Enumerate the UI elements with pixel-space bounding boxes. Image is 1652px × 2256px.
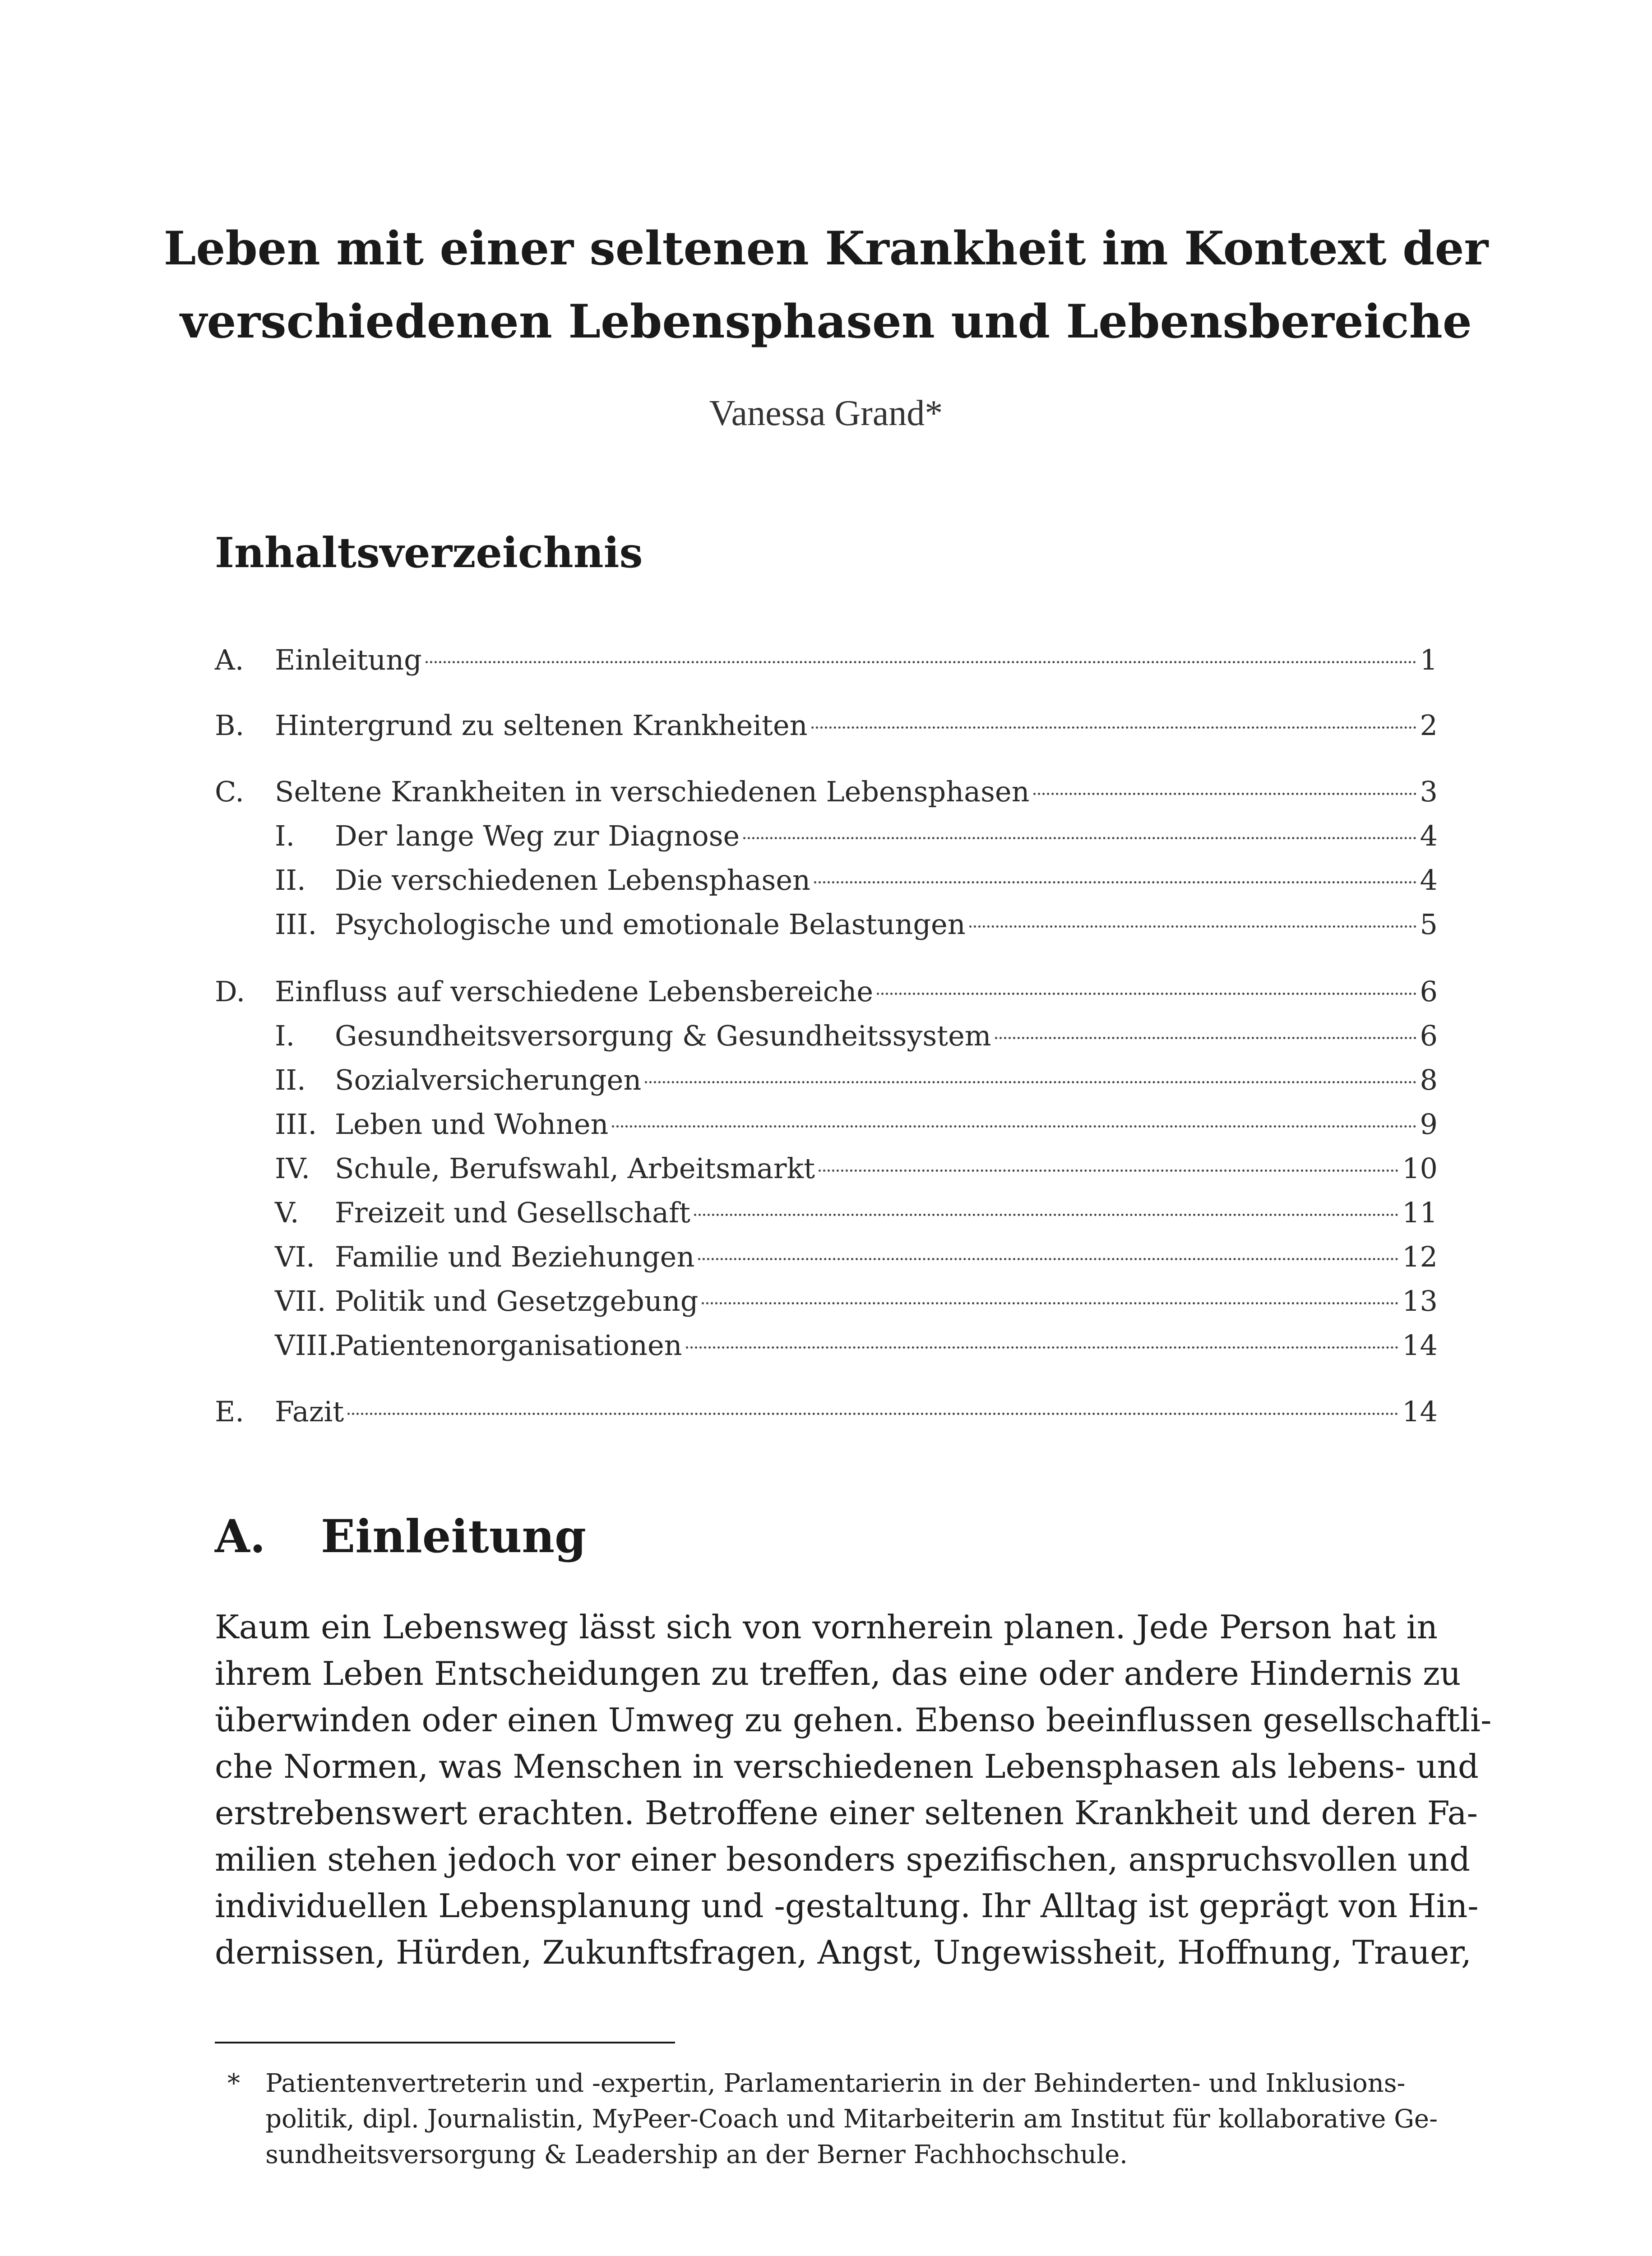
toc-entry-page: 6 [1420,975,1438,1008]
toc-leader-dots [1033,793,1416,795]
toc-subentry[interactable] [275,1325,1438,1366]
body-line: dernissen, Hürden, Zukunftsfragen, Angst, Ungewissheit, Hoffnung, Trauer, [215,1933,1472,1971]
toc-leader-dots [877,993,1416,995]
toc-subentry[interactable] [275,1060,1438,1100]
toc-entry-title: Psychologische und emotionale Belastungen [335,908,966,941]
toc-leader-dots [694,1214,1398,1216]
toc-leader-dots [686,1346,1399,1349]
toc-leader-dots [995,1037,1416,1039]
author-name: Vanessa Grand* [709,393,943,433]
toc-entry-title: Die verschiedenen Lebensphasen [335,864,810,897]
toc-subentry[interactable] [275,1281,1438,1322]
toc-entry-title: Patientenorganisationen [335,1329,682,1362]
toc-leader-dots [743,837,1416,839]
toc-leader-dots [426,661,1416,663]
toc-leader-dots [814,881,1416,883]
section-number: A. [215,1510,266,1563]
toc-subentry[interactable] [275,1148,1438,1189]
body-line: che Normen, was Menschen in verschiedenen Lebensphasen als lebens- und [215,1747,1479,1785]
toc-entry-number: IV. [275,1152,310,1185]
body-line: individuellen Lebensplanung und -gestaltung. Ihr Alltag ist geprägt von Hin- [215,1887,1479,1925]
toc-entry[interactable] [215,705,1438,746]
toc-entry-page: 8 [1420,1063,1438,1096]
toc-entry-number: VIII. [275,1329,337,1362]
body-line: ihrem Leben Entscheidungen zu treffen, das eine oder andere Hindernis zu [215,1655,1461,1692]
body-line: erstrebenswert erachten. Betroffene einer seltenen Krankheit und deren Fa- [215,1794,1478,1832]
toc-entry-title: Freizeit und Gesellschaft [335,1196,690,1229]
toc-entry-page: 6 [1420,1019,1438,1052]
toc-entry-page: 13 [1402,1285,1438,1318]
toc-entry-page: 1 [1420,643,1438,676]
toc-entry-page: 2 [1420,709,1438,742]
toc-subentry[interactable] [275,1237,1438,1277]
toc-entry-number: C. [215,775,244,808]
footnote-separator [215,2042,675,2043]
toc-entry-title: Gesundheitsversorgung & Gesundheitssystem [335,1019,991,1052]
toc-entry-number: VII. [275,1285,326,1318]
toc-subentry[interactable] [275,816,1438,856]
toc-subentry[interactable] [275,1193,1438,1233]
section-heading [215,1507,586,1566]
body-line: milien stehen jedoch vor einer besonders spezifischen, anspruchsvollen und [215,1840,1471,1878]
toc-leader-dots [347,1413,1398,1415]
toc-entry-page: 14 [1402,1329,1438,1362]
toc-entry-number: III. [275,908,317,941]
toc-entry-page: 10 [1402,1152,1438,1185]
toc-entry-number: I. [275,819,295,852]
toc-leader-dots [612,1125,1416,1128]
toc-entry-page: 3 [1420,775,1438,808]
title-line-1: Leben mit einer seltenen Krankheit im Kontext der [163,222,1489,276]
toc-leader-dots [811,726,1416,729]
toc-entry-page: 9 [1420,1108,1438,1141]
toc-leader-dots [645,1081,1416,1083]
toc-entry-number: III. [275,1108,317,1141]
toc-entry-title: Familie und Beziehungen [335,1240,695,1273]
footnote-line: Patientenvertreterin und -expertin, Parlamentarierin in der Behinderten- und Inklusions- [265,2069,1406,2098]
toc-entry-number: II. [275,1063,306,1096]
toc-subentry[interactable] [275,1104,1438,1145]
toc-entry-page: 4 [1420,864,1438,897]
body-paragraph [215,1604,1492,1976]
toc-entry-title: Sozialversicherungen [335,1063,642,1096]
toc-entry-page: 11 [1402,1196,1438,1229]
toc-entry-title: Hintergrund zu seltenen Krankheiten [275,709,808,742]
toc-leader-dots [819,1170,1398,1172]
toc-entry-title: Politik und Gesetzgebung [335,1285,699,1318]
toc-entry-page: 12 [1402,1240,1438,1273]
toc-subentry[interactable] [275,860,1438,901]
footnote-line: politik, dipl. Journalistin, MyPeer-Coach und Mitarbeiterin am Institut für kollaborative Ge- [265,2104,1438,2134]
toc-entry-title: Seltene Krankheiten in verschiedenen Lebensphasen [275,775,1030,808]
toc-entry-number: D. [215,975,245,1008]
body-line: Kaum ein Lebensweg lässt sich von vornherein planen. Jede Person hat in [215,1608,1438,1646]
toc-entry[interactable] [215,772,1438,812]
toc-entry[interactable] [215,971,1438,1012]
toc-heading: Inhaltsverzeichnis [215,528,643,577]
toc-entry-page: 5 [1420,908,1438,941]
toc-leader-dots [969,925,1416,928]
footnote-line: sundheitsversorgung & Leadership an der Berner Fachhochschule. [265,2140,1128,2169]
toc-entry-page: 14 [1402,1395,1438,1428]
toc-entry-number: II. [275,864,306,897]
toc-entry-number: V. [275,1196,299,1229]
toc-entry-number: E. [215,1395,244,1428]
toc-entry-number: VI. [275,1240,315,1273]
footnote [215,2066,1438,2173]
toc-entry[interactable] [215,640,1438,680]
body-line: überwinden oder einen Umweg zu gehen. Ebenso beeinflussen gesellschaftli- [215,1701,1492,1739]
footnote-marker: * [227,2069,240,2098]
toc-entry-title: Einfluss auf verschiedene Lebensbereiche [275,975,874,1008]
toc-entry-page: 4 [1420,819,1438,852]
title-line-2: verschiedenen Lebensphasen und Lebensbereiche [180,295,1472,349]
toc-leader-dots [702,1302,1398,1304]
toc-entry-title: Schule, Berufswahl, Arbeitsmarkt [335,1152,815,1185]
footnote-text [265,2066,1438,2173]
toc-entry-title: Der lange Weg zur Diagnose [335,819,740,852]
toc-subentry[interactable] [275,904,1438,945]
toc-leader-dots [698,1258,1398,1260]
toc-entry-number: I. [275,1019,295,1052]
toc-entry-number: A. [215,643,244,676]
toc-entry-title: Einleitung [275,643,422,676]
toc-subentry[interactable] [275,1016,1438,1056]
toc-entry-title: Fazit [275,1395,344,1428]
toc-entry[interactable] [215,1392,1438,1432]
section-title: Einleitung [321,1510,587,1563]
toc-entry-number: B. [215,709,245,742]
toc-entry-title: Leben und Wohnen [335,1108,609,1141]
